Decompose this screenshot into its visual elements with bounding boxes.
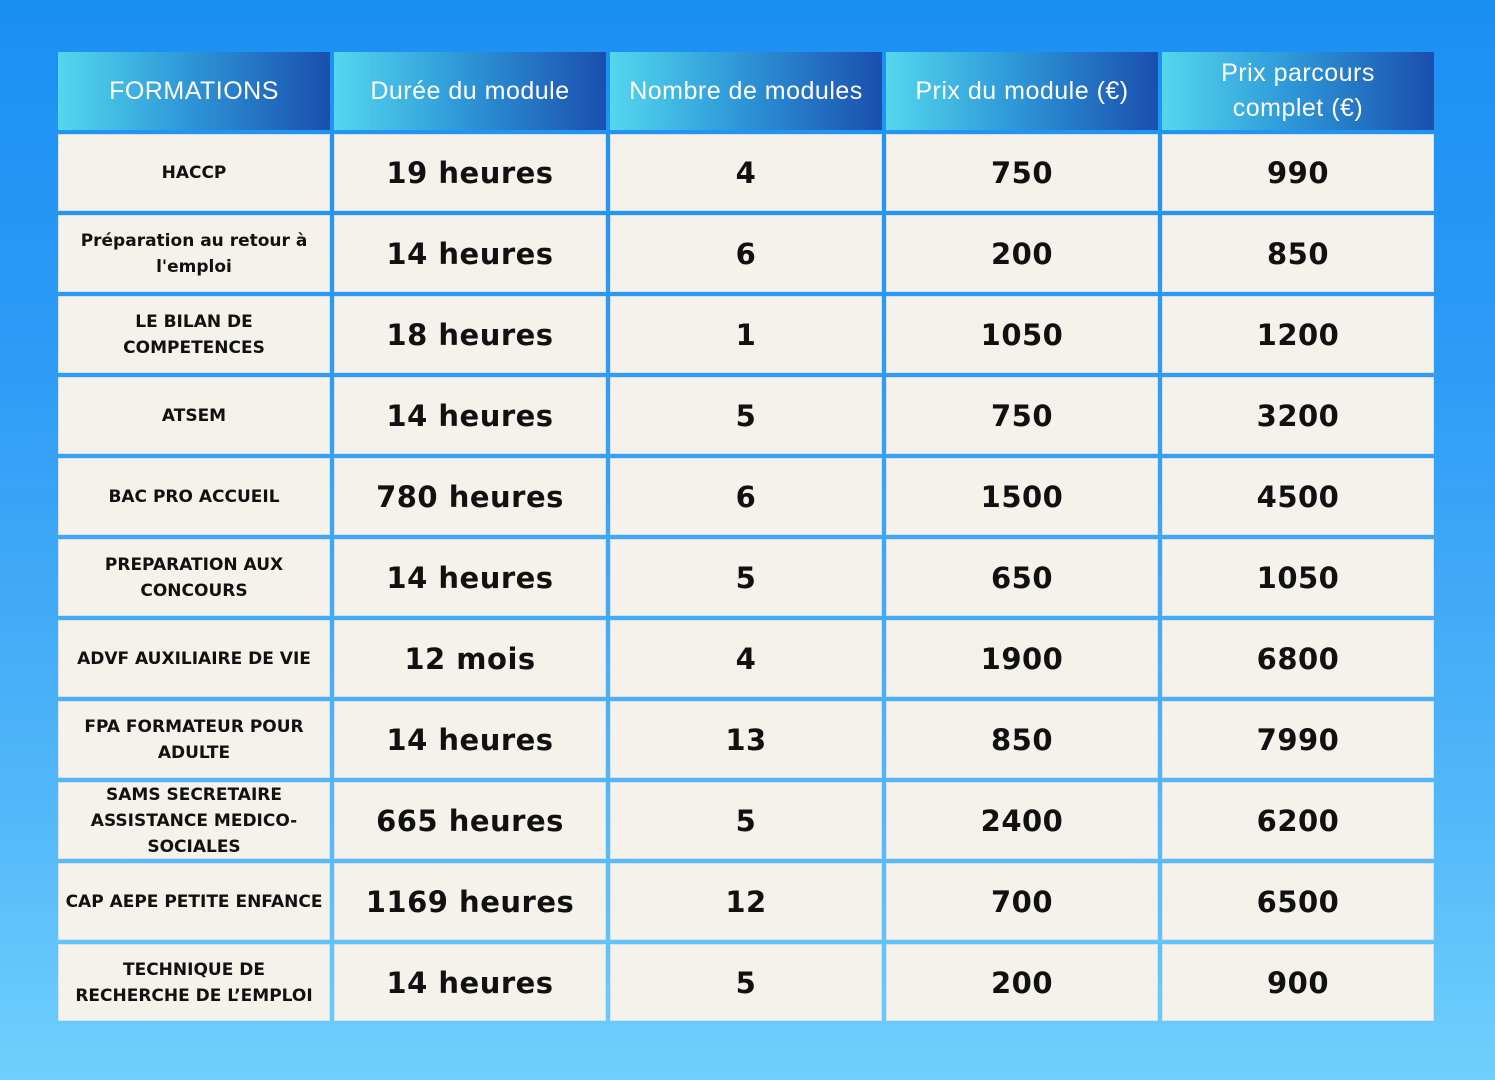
nombre-cell-text: 6	[735, 479, 757, 514]
header-prix-parcours	[1162, 52, 1434, 130]
prix-parcours-cell	[1162, 782, 1434, 859]
duree-cell-text: 14 heures	[386, 560, 554, 595]
formation-cell	[58, 539, 330, 616]
prix-parcours-cell-text: 850	[1266, 236, 1330, 271]
formation-cell	[58, 944, 330, 1021]
nombre-cell	[610, 782, 882, 859]
header-duree	[334, 52, 606, 130]
formation-cell	[58, 701, 330, 778]
prix-module-cell-text: 700	[990, 884, 1054, 919]
prix-module-cell	[886, 539, 1158, 616]
prix-module-cell	[886, 782, 1158, 859]
nombre-cell-text: 5	[735, 560, 757, 595]
formation-cell-text: CAP AEPE PETITE ENFANCE	[65, 891, 323, 912]
formation-cell-text: ADVF AUXILIAIRE DE VIE	[77, 648, 311, 669]
prix-parcours-cell-text: 900	[1266, 965, 1330, 1000]
prix-parcours-cell	[1162, 377, 1434, 454]
prix-parcours-cell	[1162, 134, 1434, 211]
prix-parcours-cell	[1162, 701, 1434, 778]
prix-parcours-cell-text: 6800	[1256, 641, 1340, 676]
nombre-cell	[610, 377, 882, 454]
prix-parcours-cell-text: 1050	[1256, 560, 1340, 595]
formation-cell-text: TECHNIQUE DE RECHERCHE DE L’EMPLOI	[75, 959, 313, 1006]
formation-cell-text: HACCP	[161, 162, 227, 183]
prix-module-cell-text: 1050	[980, 317, 1064, 352]
formation-cell-text: PREPARATION AUX CONCOURS	[104, 554, 284, 601]
duree-cell-text: 19 heures	[386, 155, 554, 190]
prix-parcours-cell-text: 1200	[1256, 317, 1340, 352]
duree-cell	[334, 215, 606, 292]
prix-module-cell-text: 750	[990, 155, 1054, 190]
prix-module-cell-text: 750	[990, 398, 1054, 433]
prix-parcours-cell	[1162, 215, 1434, 292]
nombre-cell	[610, 215, 882, 292]
formation-cell-text: BAC PRO ACCUEIL	[108, 486, 280, 507]
duree-cell	[334, 458, 606, 535]
formation-cell	[58, 296, 330, 373]
prix-module-cell-text: 1900	[980, 641, 1064, 676]
formation-cell-text: ATSEM	[161, 405, 227, 426]
prix-parcours-cell	[1162, 296, 1434, 373]
duree-cell-text: 14 heures	[386, 722, 554, 757]
duree-cell	[334, 944, 606, 1021]
prix-module-cell-text: 2400	[980, 803, 1064, 838]
prix-parcours-cell	[1162, 944, 1434, 1021]
prix-module-cell	[886, 944, 1158, 1021]
prix-module-cell-text: 850	[990, 722, 1054, 757]
prix-module-cell	[886, 458, 1158, 535]
formation-cell	[58, 134, 330, 211]
duree-cell-text: 780 heures	[376, 479, 564, 514]
prix-module-cell	[886, 620, 1158, 697]
duree-cell-text: 18 heures	[386, 317, 554, 352]
formation-cell	[58, 215, 330, 292]
prix-parcours-cell-text: 4500	[1256, 479, 1340, 514]
prix-module-cell	[886, 134, 1158, 211]
prix-module-cell	[886, 215, 1158, 292]
nombre-cell	[610, 458, 882, 535]
prix-parcours-cell-text: 6500	[1256, 884, 1340, 919]
prix-parcours-cell	[1162, 458, 1434, 535]
duree-cell	[334, 377, 606, 454]
header-prix-module	[886, 52, 1158, 130]
nombre-cell	[610, 701, 882, 778]
header-nombre-label: Nombre de modules	[629, 76, 863, 105]
duree-cell	[334, 620, 606, 697]
header-formations-label: FORMATIONS	[109, 76, 279, 105]
nombre-cell-text: 4	[735, 155, 757, 190]
duree-cell-text: 1169 heures	[365, 884, 575, 919]
duree-cell-text: 12 mois	[404, 641, 536, 676]
prix-parcours-cell-text: 990	[1266, 155, 1330, 190]
duree-cell	[334, 863, 606, 940]
prix-module-cell	[886, 377, 1158, 454]
nombre-cell-text: 5	[735, 965, 757, 1000]
prix-module-cell-text: 1500	[980, 479, 1064, 514]
formation-cell-text: Préparation au retour à l'emploi	[80, 230, 308, 277]
duree-cell	[334, 782, 606, 859]
formation-cell	[58, 377, 330, 454]
formation-cell-text: LE BILAN DE COMPETENCES	[123, 311, 265, 358]
duree-cell-text: 665 heures	[376, 803, 564, 838]
duree-cell	[334, 296, 606, 373]
nombre-cell	[610, 944, 882, 1021]
prix-module-cell	[886, 701, 1158, 778]
formation-cell	[58, 782, 330, 859]
formation-cell	[58, 620, 330, 697]
header-nombre	[610, 52, 882, 130]
header-duree-label: Durée du module	[370, 76, 570, 105]
nombre-cell-text: 4	[735, 641, 757, 676]
duree-cell-text: 14 heures	[386, 398, 554, 433]
prix-parcours-cell-text: 3200	[1256, 398, 1340, 433]
duree-cell	[334, 134, 606, 211]
nombre-cell	[610, 539, 882, 616]
nombre-cell-text: 5	[735, 803, 757, 838]
duree-cell-text: 14 heures	[386, 236, 554, 271]
nombre-cell-text: 5	[735, 398, 757, 433]
formation-cell-text: SAMS SECRETAIRE ASSISTANCE MEDICO-SOCIALES	[90, 784, 298, 857]
prix-module-cell-text: 650	[990, 560, 1054, 595]
nombre-cell-text: 12	[725, 884, 767, 919]
nombre-cell	[610, 863, 882, 940]
prix-parcours-cell-text: 6200	[1256, 803, 1340, 838]
formation-cell-text: FPA FORMATEUR POUR ADULTE	[84, 716, 304, 763]
duree-cell	[334, 539, 606, 616]
formation-cell	[58, 863, 330, 940]
prix-module-cell	[886, 296, 1158, 373]
pricing-table	[58, 52, 1432, 1021]
nombre-cell-text: 13	[725, 722, 767, 757]
nombre-cell-text: 1	[735, 317, 757, 352]
prix-parcours-cell-text: 7990	[1256, 722, 1340, 757]
header-formations	[58, 52, 330, 130]
formation-cell	[58, 458, 330, 535]
prix-parcours-cell	[1162, 539, 1434, 616]
prix-module-cell	[886, 863, 1158, 940]
prix-module-cell-text: 200	[990, 965, 1054, 1000]
nombre-cell-text: 6	[735, 236, 757, 271]
prix-parcours-cell	[1162, 863, 1434, 940]
nombre-cell	[610, 296, 882, 373]
duree-cell	[334, 701, 606, 778]
nombre-cell	[610, 134, 882, 211]
duree-cell-text: 14 heures	[386, 965, 554, 1000]
header-prix-parcours-label: Prix parcours complet (€)	[1221, 59, 1375, 122]
prix-module-cell-text: 200	[990, 236, 1054, 271]
header-prix-module-label: Prix du module (€)	[915, 76, 1129, 105]
nombre-cell	[610, 620, 882, 697]
prix-parcours-cell	[1162, 620, 1434, 697]
